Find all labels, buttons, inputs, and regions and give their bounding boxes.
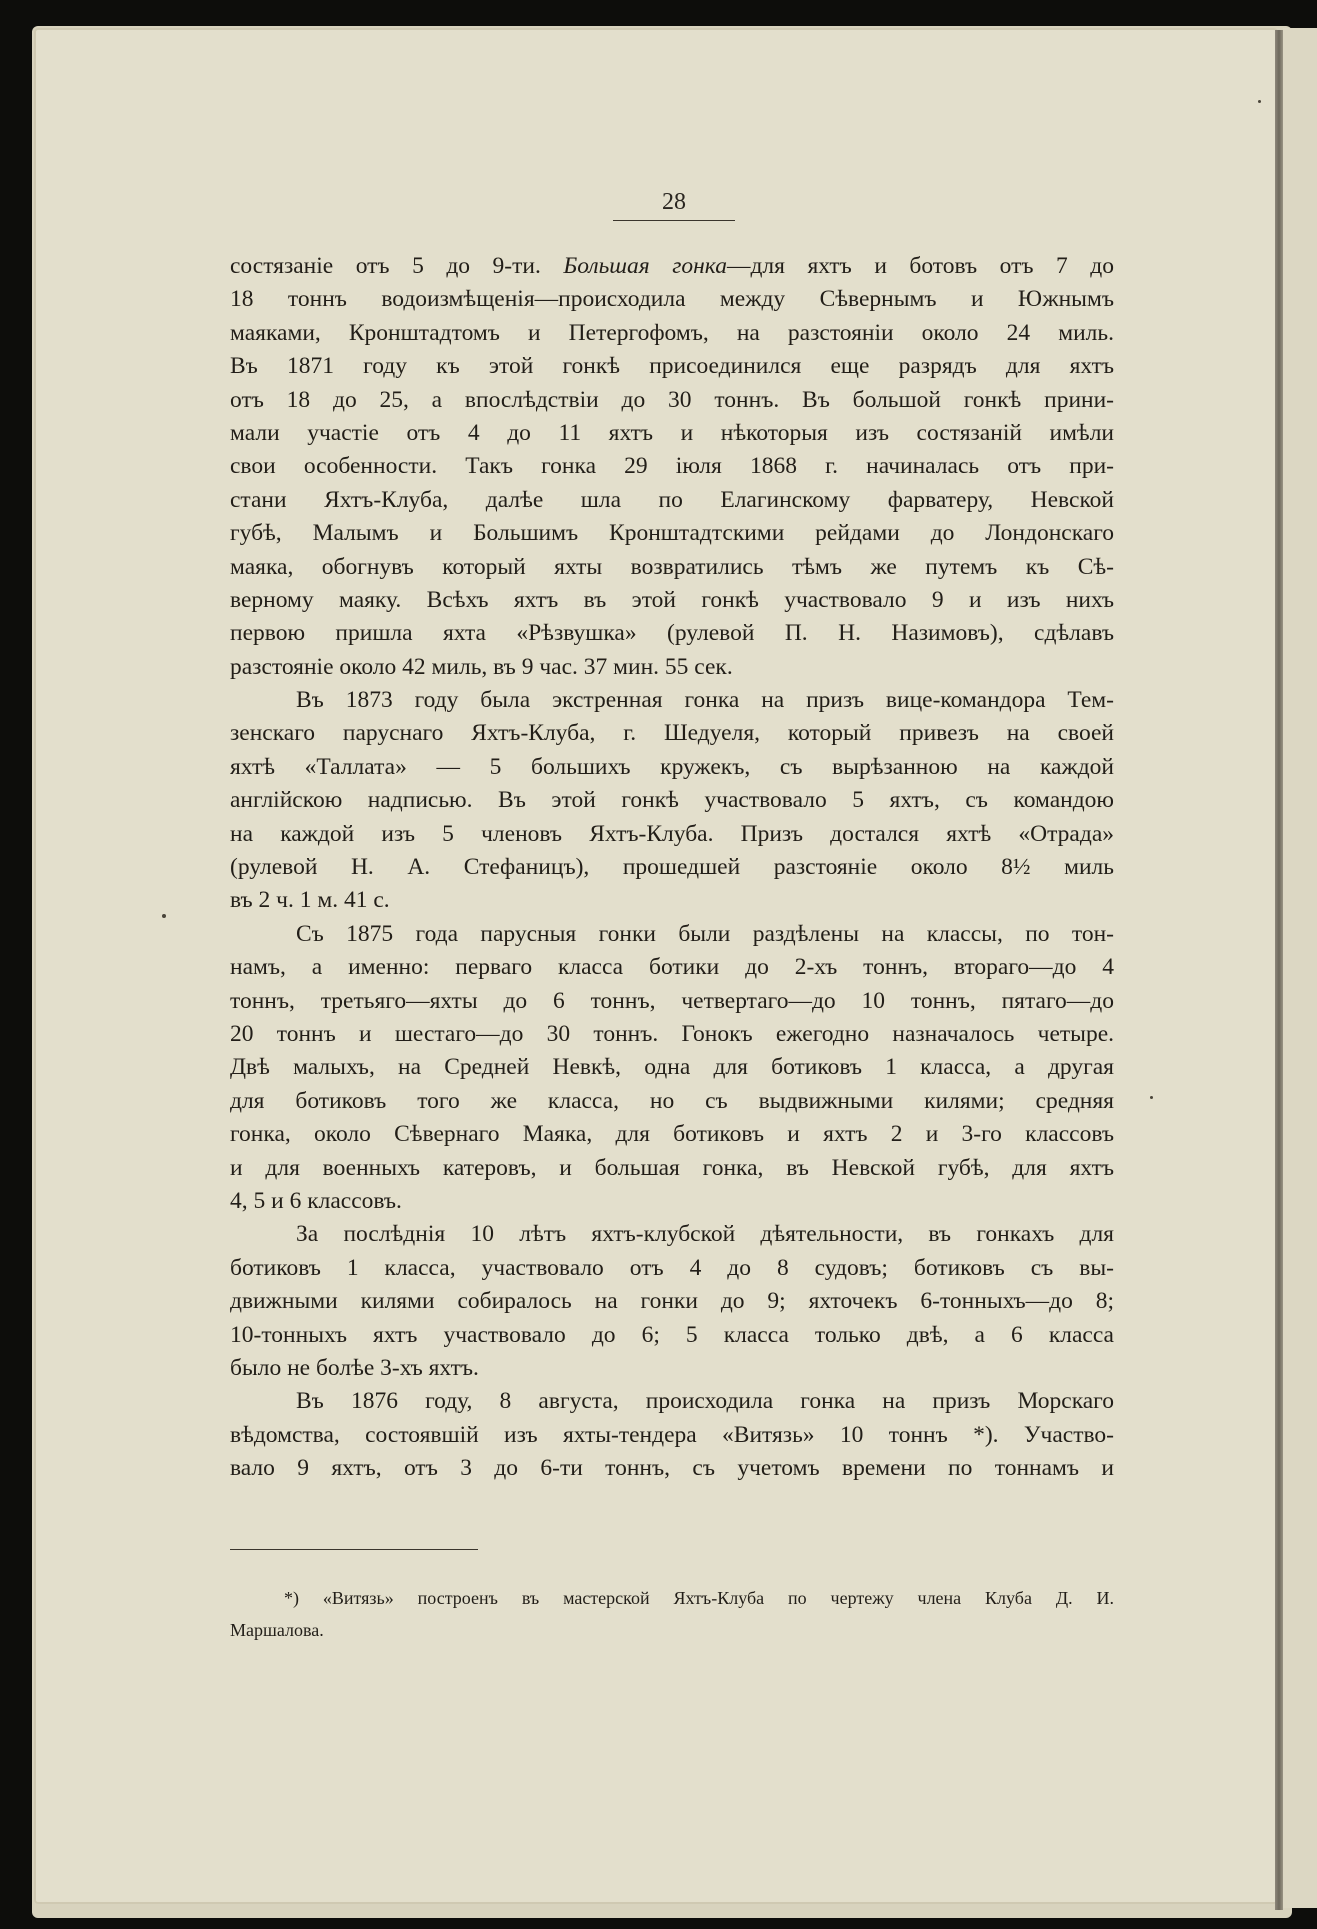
text-line: для ботиковъ того же класса, но съ выдвижными килями; средняя: [230, 1087, 1114, 1114]
text-line: свои особенности. Такъ гонка 29 іюля 1868 г. начиналась отъ при-: [230, 453, 1114, 480]
ink-speck: [1258, 100, 1261, 103]
body-text: [230, 250, 1114, 1485]
footnote-line: Маршалова.: [230, 1620, 324, 1640]
text-line: состязаніе отъ 5 до 9-ти. Большая гонка—для яхтъ и ботовъ отъ 7 до: [230, 253, 1114, 279]
text-line: маяками, Кронштадтомъ и Петергофомъ, на разстояніи около 24 миль.: [230, 319, 1114, 346]
text-line: Въ 1876 году, 8 августа, происходила гонка на призъ Морскаго: [296, 1388, 1114, 1415]
book-spine: [1275, 30, 1283, 1910]
italic-phrase: Большая гонка: [563, 253, 727, 279]
text-line: разстояніе около 42 миль, въ 9 час. 37 мин. 55 сек.: [230, 653, 733, 680]
text-line: въ 2 ч. 1 м. 41 с.: [230, 887, 390, 914]
footnote-rule: [230, 1549, 478, 1550]
text-line: стани Яхтъ-Клуба, далѣе шла по Елагинскому фарватеру, Невской: [230, 486, 1114, 513]
text-line: 10-тонныхъ яхтъ участвовало до 6; 5 класса только двѣ, а 6 класса: [230, 1321, 1114, 1348]
text-line: движными килями собиралось на гонки до 9; яхточекъ 6-тонныхъ—до 8;: [230, 1288, 1114, 1315]
text-line: Съ 1875 года парусныя гонки были раздѣлены на классы, по тон-: [296, 920, 1114, 947]
text-line: тоннъ, третьяго—яхты до 6 тоннъ, четвертаго—до 10 тоннъ, пятаго—до: [230, 987, 1114, 1014]
text-line: Двѣ малыхъ, на Средней Невкѣ, одна для ботиковъ 1 класса, а другая: [230, 1054, 1114, 1081]
text-line: ботиковъ 1 класса, участвовало отъ 4 до 8 судовъ; ботиковъ съ вы-: [230, 1254, 1114, 1281]
text-line: было не болѣе 3-хъ яхтъ.: [230, 1354, 479, 1381]
text-line: 4, 5 и 6 классовъ.: [230, 1187, 402, 1214]
paragraph: [230, 684, 1114, 918]
footnote: [230, 1582, 1114, 1646]
text-line: (рулевой Н. А. Стефаницъ), прошедшей разстояніе около 8½ миль: [230, 854, 1114, 881]
text-line: отъ 18 до 25, а впослѣдствіи до 30 тоннъ. Въ большой гонкѣ прини-: [230, 386, 1114, 413]
text-line: За послѣднія 10 лѣтъ яхтъ-клубской дѣятельности, въ гонкахъ для: [296, 1221, 1114, 1248]
text-line: яхтѣ «Таллата» — 5 большихъ кружекъ, съ вырѣзанною на каждой: [230, 753, 1114, 780]
page-number-rule: [613, 220, 735, 221]
text-line: губѣ, Малымъ и Большимъ Кронштадтскими рейдами до Лондонскаго: [230, 520, 1114, 547]
text-line: верному маяку. Всѣхъ яхтъ въ этой гонкѣ участвовало 9 и изъ нихъ: [230, 586, 1114, 613]
text-line: Въ 1871 году къ этой гонкѣ присоединился еще разрядъ для яхтъ: [230, 353, 1114, 380]
text-line: маяка, обогнувъ который яхты возвратились тѣмъ же путемъ къ Сѣ-: [230, 553, 1114, 580]
paragraph: [230, 918, 1114, 1219]
text-line: зенскаго паруснаго Яхтъ-Клуба, г. Шедуеля, который привезъ на своей: [230, 720, 1114, 747]
footnote-line: *) «Витязь» построенъ въ мастерской Яхтъ-Клуба по чертежу члена Клуба Д. И.: [284, 1588, 1114, 1608]
page-number: 28: [662, 189, 686, 215]
ink-speck: [1150, 1096, 1153, 1099]
text-line: 18 тоннъ водоизмѣщенія—происходила между Сѣвернымъ и Южнымъ: [230, 286, 1114, 313]
next-page-edge: [1283, 28, 1317, 1908]
text-line: англійскою надписью. Въ этой гонкѣ участвовало 5 яхтъ, съ командою: [230, 787, 1114, 814]
text-line: намъ, а именно: перваго класса ботики до 2-хъ тоннъ, втораго—до 4: [230, 954, 1114, 981]
text-line: вѣдомства, состоявшій изъ яхты-тендера «Витязь» 10 тоннъ *). Участво-: [230, 1421, 1114, 1448]
text-line: вало 9 яхтъ, отъ 3 до 6-ти тоннъ, съ учетомъ времени по тоннамъ и: [230, 1455, 1114, 1482]
paragraph: [230, 1385, 1114, 1485]
text-line: и для военныхъ катеровъ, и большая гонка, въ Невской губѣ, для яхтъ: [230, 1154, 1114, 1181]
text-line: первою пришла яхта «Рѣзвушка» (рулевой П. Н. Назимовъ), сдѣлавъ: [230, 620, 1114, 647]
text-line: Въ 1873 году была экстренная гонка на призъ вице-командора Тем-: [296, 687, 1114, 714]
ink-speck: [162, 914, 166, 918]
paragraph: [230, 250, 1114, 684]
text-line: 20 тоннъ и шестаго—до 30 тоннъ. Гонокъ ежегодно назначалось четыре.: [230, 1020, 1114, 1047]
text-line: на каждой изъ 5 членовъ Яхтъ-Клуба. Призъ достался яхтѣ «Отрада»: [230, 820, 1114, 847]
text-line: гонка, около Сѣвернаго Маяка, для ботиковъ и яхтъ 2 и 3-го классовъ: [230, 1121, 1114, 1148]
paragraph: [230, 1218, 1114, 1385]
text-line: мали участіе отъ 4 до 11 яхтъ и нѣкоторыя изъ состязаній имѣли: [230, 419, 1114, 446]
